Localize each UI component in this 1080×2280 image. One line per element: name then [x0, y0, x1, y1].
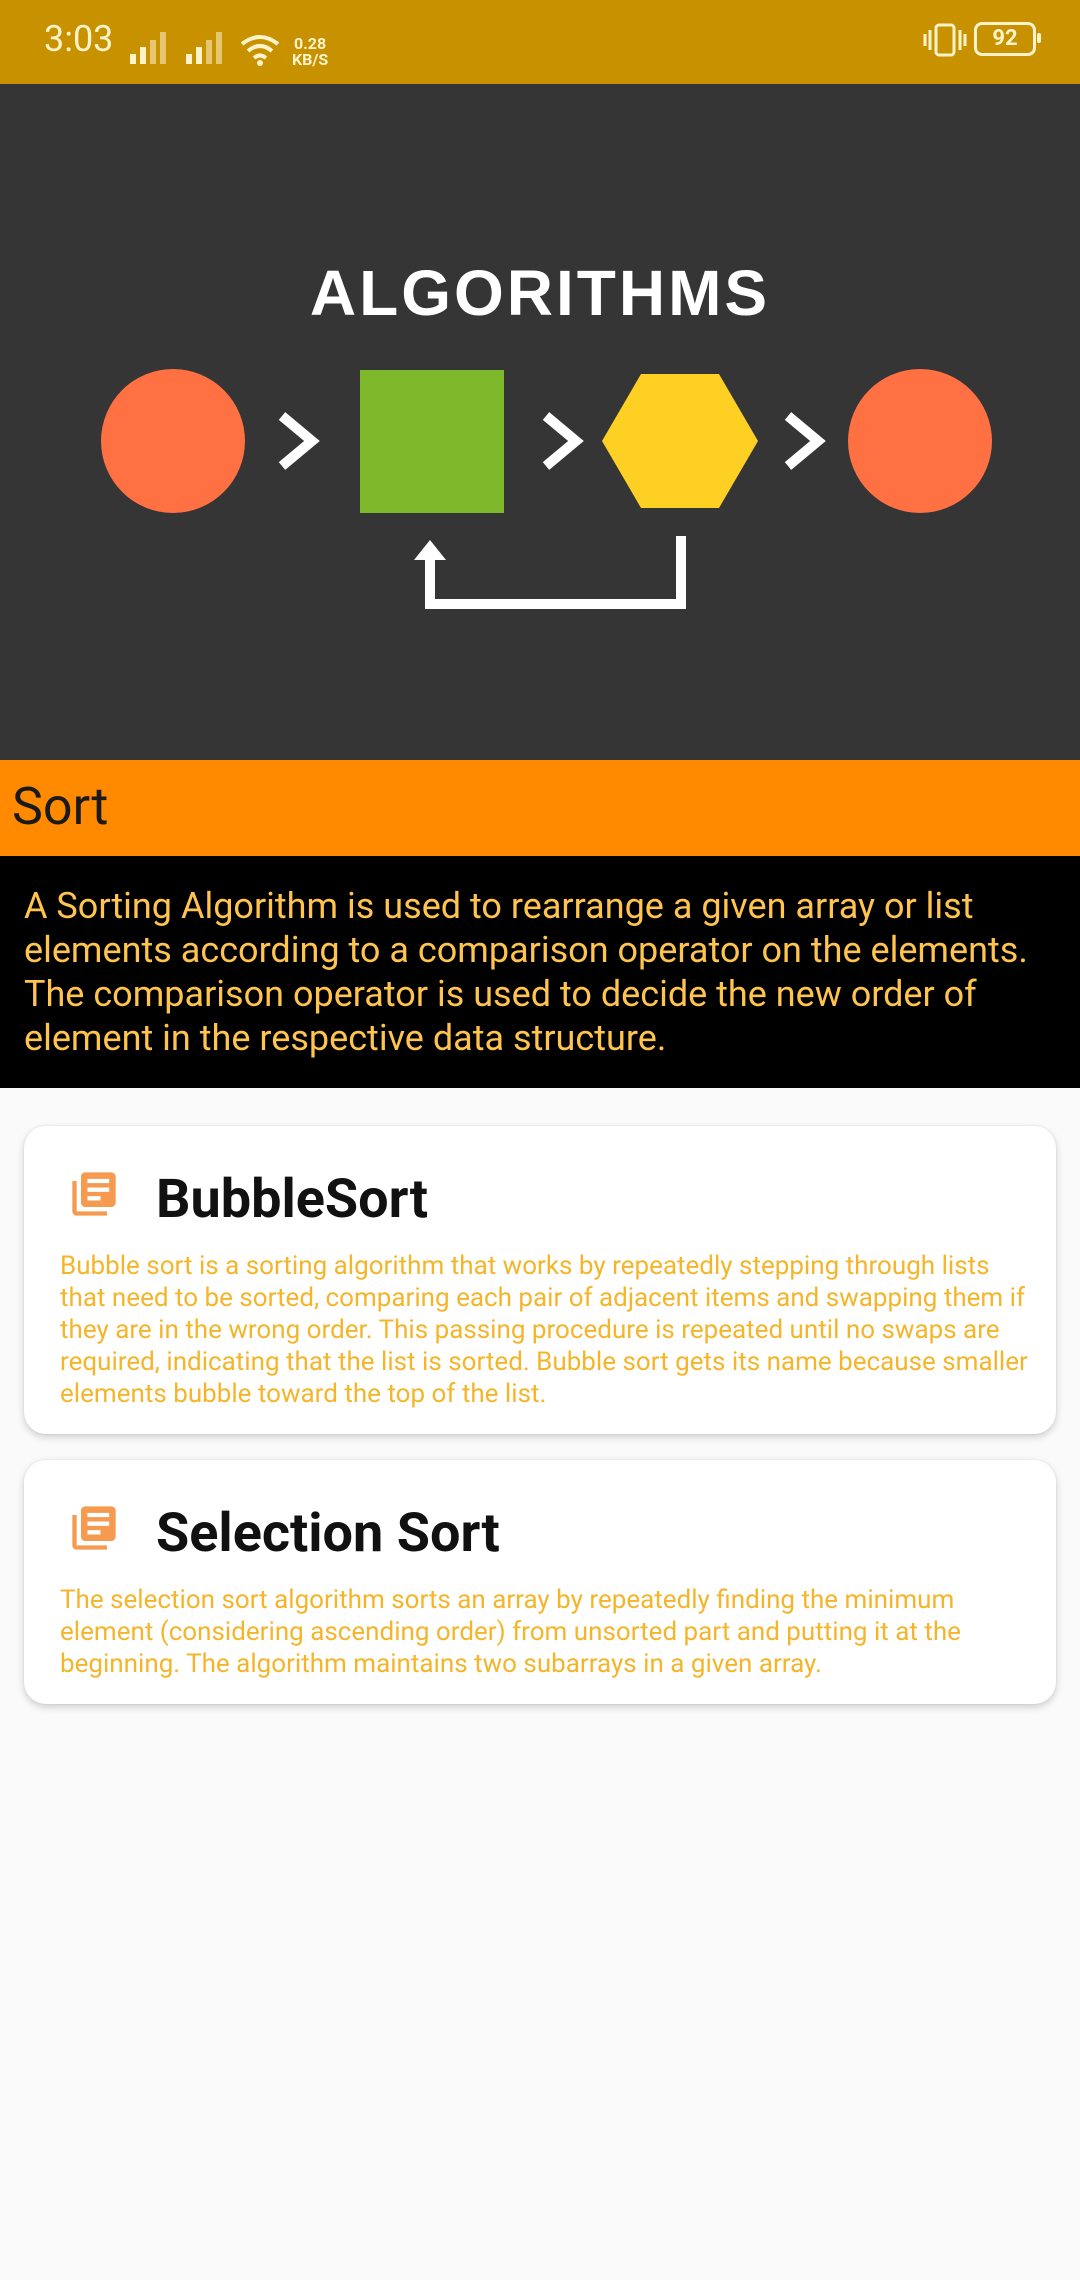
signal-icon — [128, 30, 176, 66]
library-books-icon — [68, 1502, 120, 1554]
section-title: Sort — [12, 776, 109, 837]
algorithm-card-selection-sort[interactable] — [24, 1460, 1056, 1704]
circle-shape-2 — [848, 369, 992, 513]
card-title: Selection Sort — [156, 1502, 500, 1565]
square-shape — [360, 370, 504, 513]
algorithms-banner — [0, 84, 1080, 760]
card-description: The selection sort algorithm sorts an array by repeatedly finding the minimum element (considering ascending order) from unsorted part and putting it at the beginning. The algorithm maintains two subarrays in a given array. — [60, 1585, 961, 1679]
wifi-icon — [240, 34, 280, 66]
chevron-right-icon-3 — [788, 416, 818, 466]
network-speed-value: 0.28 — [293, 34, 327, 53]
chevron-right-icon-1 — [282, 416, 312, 466]
library-books-icon — [68, 1168, 120, 1220]
card-title: BubbleSort — [156, 1168, 429, 1231]
banner-title: ALGORITHMS — [309, 257, 771, 329]
algorithm-card-bubblesort[interactable] — [24, 1126, 1056, 1434]
battery-icon — [974, 22, 1036, 56]
battery-level: 92 — [992, 26, 1018, 51]
status-time: 3:03 — [44, 18, 114, 60]
network-speed — [292, 36, 328, 68]
arrow-up-icon — [414, 540, 446, 560]
sort-header — [0, 760, 1080, 856]
network-speed-unit: KB/S — [292, 50, 329, 69]
circle-shape-1 — [101, 369, 245, 513]
signal-icon-2 — [184, 30, 232, 66]
section-description: A Sorting Algorithm is used to rearrange a given array or list elements according to a comparison operator on the elements. The comparison operator is used to decide the new order of element in the respective data structure. — [24, 885, 1028, 1059]
hexagon-shape — [602, 374, 758, 508]
status-bar — [0, 0, 1080, 84]
algorithm-flow-illustration — [0, 84, 1080, 760]
card-description: Bubble sort is a sorting algorithm that works by repeatedly stepping through lists that need to be sorted, comparing each pair of adjacent items and swapping them if they are in the wrong order. This passing procedure is repeated until no swaps are required, indicating that the list is sorted. Bubble sort gets its name because smaller elements bubble toward the top of the list. — [60, 1251, 1028, 1409]
loop-back-arrow — [430, 536, 681, 604]
sort-description-panel — [0, 856, 1080, 1088]
vibrate-icon — [922, 22, 968, 58]
chevron-right-icon-2 — [546, 416, 576, 466]
